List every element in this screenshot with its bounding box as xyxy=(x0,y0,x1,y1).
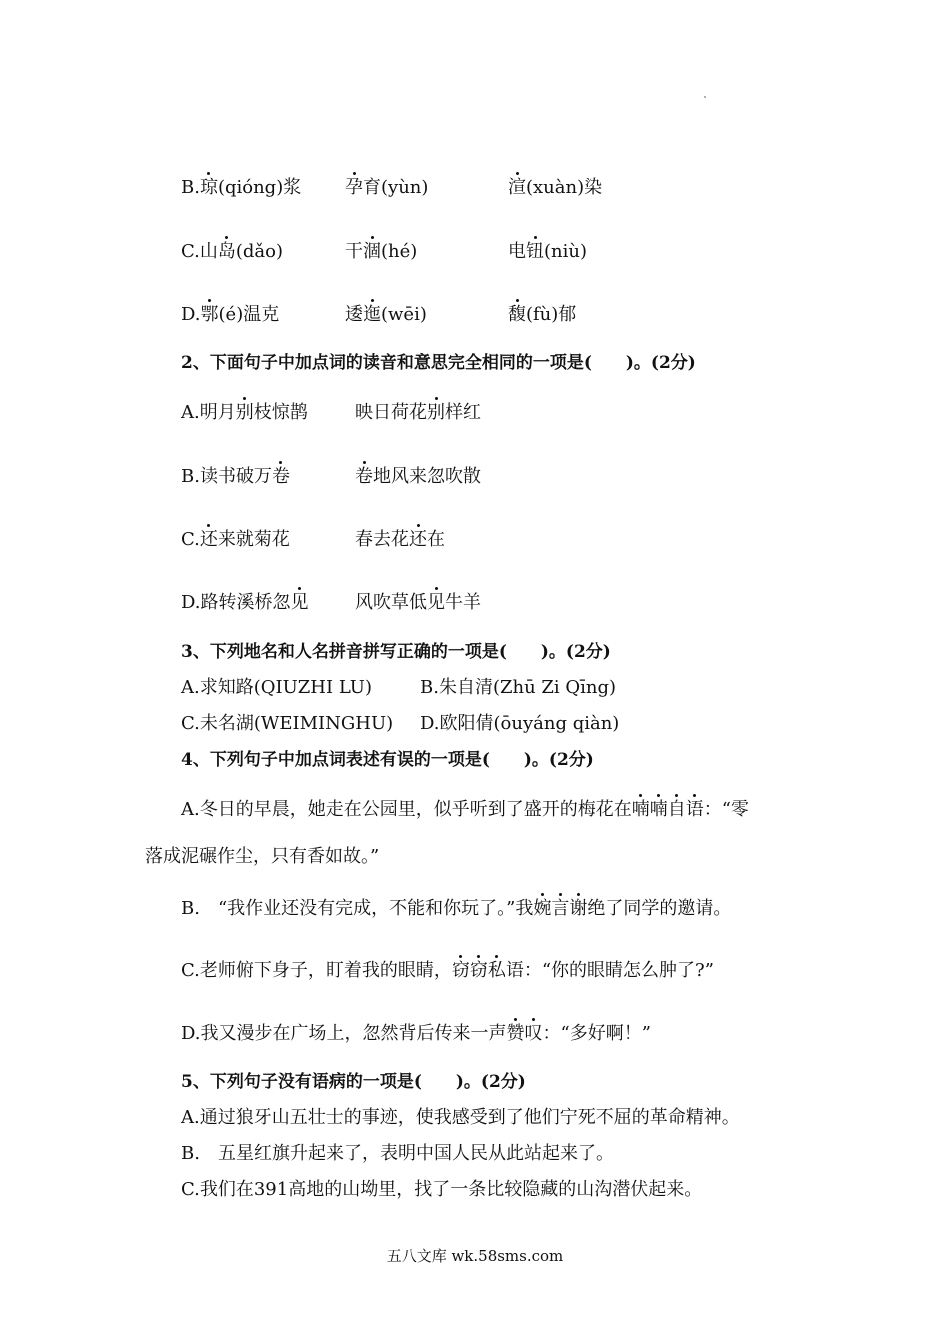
emphasis-dot-char: 赞 xyxy=(506,1023,525,1044)
q3-option-d: D.欧阳倩(ōuyáng qiàn) xyxy=(420,713,620,734)
q1-option-b-col3: 渲(xuàn)染 xyxy=(508,177,603,198)
emphasis-dot-char: 叹 xyxy=(524,1023,543,1044)
q1-option-d-col3: 馥(fù)郁 xyxy=(508,304,577,325)
q2-option-b-right: 卷地风来忽吹散 xyxy=(355,466,481,487)
q5-stem: 5、下列句子没有语病的一项是( )。(2分) xyxy=(181,1072,526,1092)
q3-stem: 3、下列地名和人名拼音拼写正确的一项是( )。(2分) xyxy=(181,642,611,662)
emphasis-dot-char: 私 xyxy=(487,960,506,981)
q1-option-d-col1: D.鄂(é)温克 xyxy=(181,304,280,325)
page-footer: 五八文库 wk.58sms.com xyxy=(386,1247,564,1265)
emphasis-dot-char: 婉 xyxy=(533,898,552,919)
q1-option-c-col2: 干涸(hé) xyxy=(345,241,418,262)
q5-option-b: B. 五星红旗升起来了，表明中国人民从此站起来了。 xyxy=(181,1143,614,1164)
emphasis-dot-char: 喃 xyxy=(649,799,668,820)
q2-option-b-left: B.读书破万卷 xyxy=(181,466,290,487)
q2-option-c-left: C.还来就菊花 xyxy=(181,529,290,550)
q2-option-c-right: 春去花还在 xyxy=(355,529,445,550)
scan-speck xyxy=(704,96,706,98)
q2-option-d-right: 风吹草低见牛羊 xyxy=(355,592,481,613)
q1-option-c-col3: 电钮(niù) xyxy=(508,241,587,262)
q1-option-b-col2: 孕育(yùn) xyxy=(345,177,429,198)
q1-option-b-col1: B.琼(qióng)浆 xyxy=(181,177,302,198)
emphasis-dot-char: 窃 xyxy=(451,960,470,981)
q1-option-d-col2: 逶迤(wēi) xyxy=(345,304,427,325)
q3-option-a: A.求知路(QIUZHI LU) xyxy=(181,677,372,698)
q4-stem: 4、下列句子中加点词表述有误的一项是( )。(2分) xyxy=(181,750,594,770)
q5-option-c: C.我们在391高地的山坳里，找了一条比较隐藏的山沟潜伏起来。 xyxy=(181,1179,703,1200)
emphasis-dot-char: 自 xyxy=(667,799,686,820)
q4-option-a-continued: 落成泥碾作尘，只有香如故。” xyxy=(145,846,380,867)
q4-option-a: A.冬日的早晨，她走在公园里，似乎听到了盛开的梅花在喃喃自语：“零 xyxy=(181,799,749,820)
q4-option-d: D.我又漫步在广场上，忽然背后传来一声赞叹：“多好啊！” xyxy=(181,1023,651,1044)
q4-option-b: B. “我作业还没有完成，不能和你玩了。”我婉言谢绝了同学的邀请。 xyxy=(181,898,732,919)
emphasis-dot-char: 窃 xyxy=(469,960,488,981)
emphasis-dot-char: 喃 xyxy=(631,799,650,820)
q3-option-c: C.未名湖(WEIMINGHU) xyxy=(181,713,394,734)
q2-stem: 2、下面句子中加点词的读音和意思完全相同的一项是( )。(2分) xyxy=(181,353,696,373)
emphasis-dot-char: 语 xyxy=(685,799,704,820)
q4-option-c: C.老师俯下身子，盯着我的眼睛，窃窃私语：“你的眼睛怎么肿了?” xyxy=(181,960,714,981)
q3-option-b: B.朱自清(Zhū Zi Qīng) xyxy=(420,677,617,698)
q5-option-a: A.通过狼牙山五壮士的事迹，使我感受到了他们宁死不屈的革命精神。 xyxy=(181,1107,740,1128)
emphasis-dot-char: 谢 xyxy=(569,898,588,919)
q1-option-c-col1: C.山岛(dǎo) xyxy=(181,241,283,262)
q2-option-a-left: A.明月别枝惊鹊 xyxy=(181,402,308,423)
emphasis-dot-char: 言 xyxy=(551,898,570,919)
q2-option-a-right: 映日荷花别样红 xyxy=(355,402,481,423)
q2-option-d-left: D.路转溪桥忽见 xyxy=(181,592,309,613)
